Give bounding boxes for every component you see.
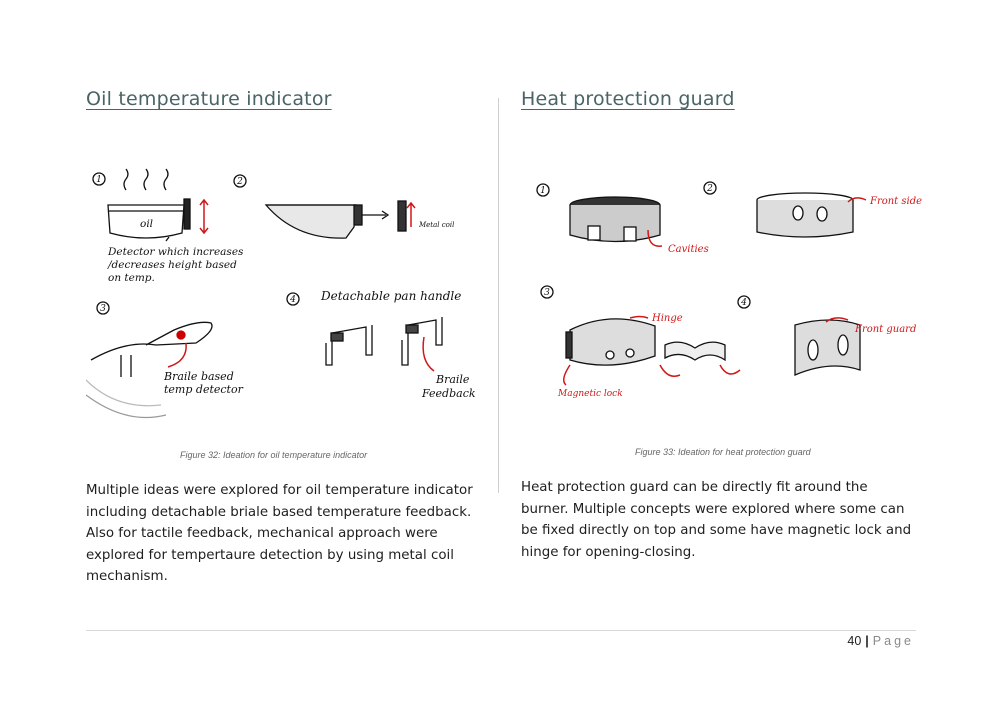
guard-number-3: 3 [544,288,550,298]
oil-temperature-sketch [86,165,491,440]
page-label: Page [872,634,914,648]
page-number: 40 [847,634,862,648]
cavities-label: Cavities [668,244,709,255]
section-title-oil-temperature: Oil temperature indicator [86,88,332,110]
detector-note-line-2: /decreases height based [108,259,237,271]
braile-feedback-label-2: Feedback [422,387,476,400]
magnetic-lock-label: Magnetic lock [558,389,623,399]
footer-rule [86,630,916,631]
hinge-label: Hinge [652,313,683,324]
page-separator: | [865,634,869,648]
oil-label: oil [140,218,154,230]
figure-33-caption: Figure 33: Ideation for heat protection guard [635,447,811,457]
figure-32-caption: Figure 32: Ideation for oil temperature indicator [180,450,368,460]
detector-note-line-1: Detector which increases [108,246,244,258]
detachable-handle-label: Detachable pan handle [321,289,462,303]
concept-number-4: 4 [290,295,296,305]
concept-number-1: 1 [96,175,102,185]
front-guard-label: Front guard [855,324,917,335]
braile-feedback-label-1: Braile [436,373,470,386]
front-side-label: Front side [870,196,923,207]
guard-number-4: 4 [741,298,747,308]
detector-note-line-3: on temp. [108,272,155,284]
braile-based-label-1: Braile based [164,370,234,383]
section-title-heat-guard: Heat protection guard [521,88,735,110]
heat-guard-sketch [530,170,930,410]
column-divider [498,98,499,493]
guard-number-2: 2 [707,184,713,194]
concept-number-3: 3 [100,304,106,314]
concept-number-2: 2 [237,177,243,187]
braile-based-label-2: temp detector [164,383,243,396]
oil-temperature-description: Multiple ideas were explored for oil temperature indicator including detachable briale based temperature feedback. Also for tactile feedback, mechanical approach were explored for tempertaure detection by using metal coil mechanism. [86,483,473,584]
heat-guard-description: Heat protection guard can be directly fit around the burner. Multiple concepts were explored where some can be fixed directly on top and some have magnetic lock and hinge for opening-closing. [521,480,912,560]
page-footer [847,634,914,648]
metal-coil-label: Metal coil [419,221,455,229]
guard-number-1: 1 [540,186,546,196]
